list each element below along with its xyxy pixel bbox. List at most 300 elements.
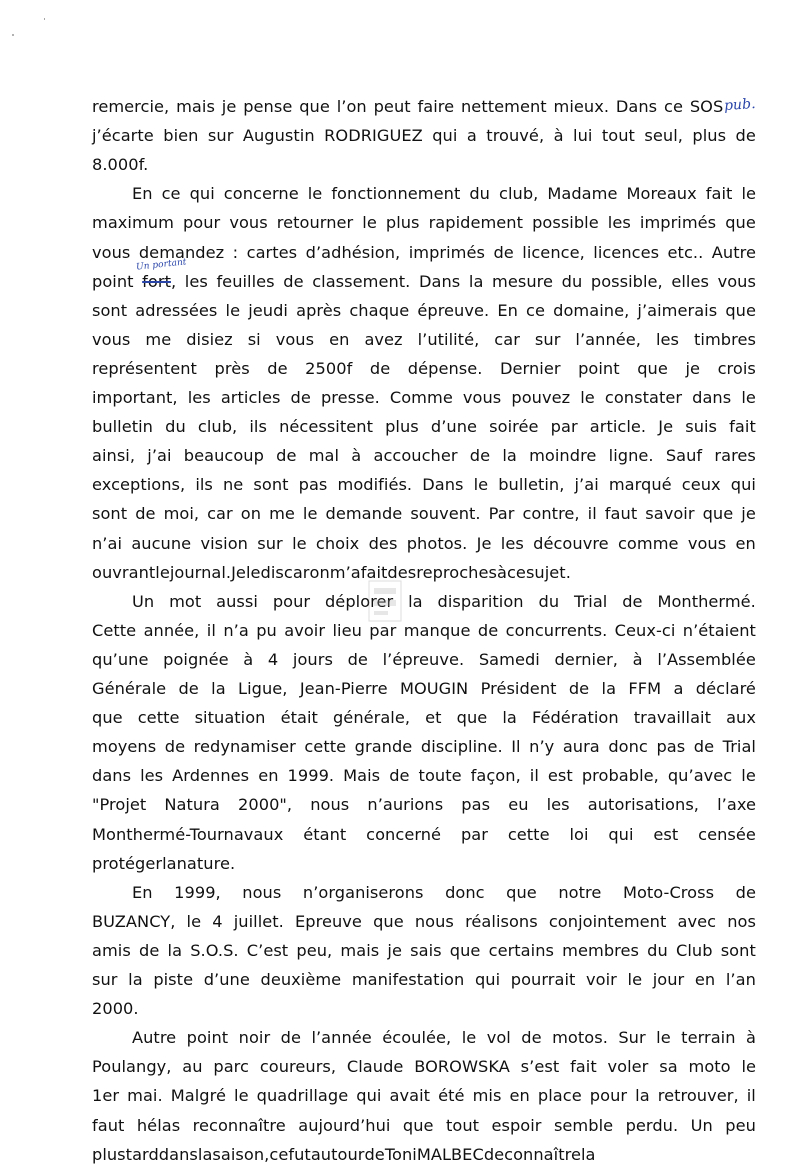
text-line bbox=[92, 470, 756, 500]
word: ce bbox=[506, 562, 526, 582]
word: disparition bbox=[437, 591, 524, 611]
word: je bbox=[387, 940, 402, 960]
word: aux bbox=[726, 708, 756, 728]
text-line bbox=[92, 179, 756, 209]
word: sont bbox=[253, 475, 289, 495]
word: Dans bbox=[422, 475, 464, 495]
word: en bbox=[735, 533, 756, 553]
word: 2000. bbox=[92, 999, 139, 1019]
word: fait bbox=[360, 562, 388, 582]
word: bulletin, bbox=[498, 475, 565, 495]
word: l’an bbox=[725, 970, 756, 989]
word: de bbox=[290, 388, 311, 407]
word: protéger bbox=[92, 853, 163, 873]
word: moindre bbox=[529, 446, 597, 466]
word: imprimés bbox=[408, 242, 485, 262]
word: notre bbox=[558, 882, 602, 902]
word: que bbox=[637, 358, 668, 378]
word: reproches bbox=[416, 562, 497, 582]
word: tard bbox=[125, 1144, 159, 1164]
word: moyens bbox=[92, 737, 157, 757]
word: fait bbox=[729, 417, 756, 437]
word: je bbox=[685, 358, 700, 378]
word: me bbox=[145, 329, 172, 349]
word: dernier, bbox=[554, 649, 619, 669]
word: le bbox=[307, 184, 323, 204]
word: fort, Un portant bbox=[135, 256, 188, 291]
word: écoulée, bbox=[382, 1028, 452, 1048]
word: sont bbox=[720, 940, 756, 960]
word: n’aurions bbox=[367, 795, 444, 815]
word: pour bbox=[272, 591, 311, 611]
word: BUZANCY, bbox=[92, 911, 176, 931]
word: la bbox=[580, 1144, 596, 1164]
word: chaque bbox=[349, 300, 410, 320]
word: n’y bbox=[529, 737, 555, 757]
word: connaître bbox=[504, 1144, 581, 1164]
word: l’on bbox=[336, 97, 367, 116]
word: noir bbox=[238, 1028, 271, 1048]
word: ce bbox=[269, 1144, 289, 1164]
word: mot bbox=[169, 591, 202, 611]
text-line bbox=[92, 761, 756, 791]
word: mais bbox=[340, 940, 380, 960]
text-line bbox=[92, 1140, 756, 1170]
word: "Projet bbox=[92, 795, 147, 815]
word: loi bbox=[569, 824, 589, 844]
word: que bbox=[702, 504, 734, 524]
word: Générale bbox=[92, 679, 167, 698]
word: situation bbox=[194, 708, 266, 728]
word: ainsi, bbox=[92, 446, 136, 466]
text-line bbox=[92, 849, 756, 879]
word: 8.000f. bbox=[92, 155, 149, 175]
word: jour bbox=[652, 970, 685, 989]
word: de bbox=[364, 1144, 385, 1164]
word: l’Assemblée bbox=[657, 649, 756, 669]
word: Cette bbox=[92, 620, 137, 640]
word: photos. bbox=[406, 533, 468, 553]
word: parc bbox=[213, 1057, 249, 1077]
word: les bbox=[655, 329, 680, 349]
word: représentent bbox=[92, 358, 197, 378]
word: au bbox=[182, 1057, 203, 1077]
word: mal bbox=[308, 446, 340, 466]
word: licence, bbox=[522, 242, 585, 262]
word: de bbox=[135, 504, 156, 524]
word: est bbox=[653, 824, 679, 844]
word: dis bbox=[260, 562, 284, 582]
word: Trial bbox=[574, 591, 608, 611]
word: voir bbox=[586, 970, 617, 989]
word: le bbox=[741, 388, 756, 407]
word: le bbox=[292, 533, 307, 553]
word: qu’avec bbox=[667, 766, 733, 786]
word: cartes bbox=[246, 242, 298, 262]
word: marqué bbox=[608, 475, 672, 495]
word: que bbox=[725, 213, 756, 233]
word: mis bbox=[472, 1086, 502, 1106]
word: suis bbox=[685, 417, 718, 437]
text-line bbox=[92, 208, 756, 238]
word: accoucher bbox=[373, 446, 458, 466]
word: point bbox=[578, 358, 620, 378]
word: adressées bbox=[135, 300, 218, 320]
word: les bbox=[607, 213, 631, 233]
word: il bbox=[529, 766, 539, 786]
word: Autre bbox=[711, 242, 756, 262]
word: près bbox=[214, 358, 250, 378]
word: le bbox=[627, 970, 643, 989]
word: terrain bbox=[681, 1028, 736, 1048]
word: j’aimerais bbox=[637, 300, 718, 320]
word: la bbox=[601, 679, 617, 698]
word: Comme bbox=[389, 388, 453, 407]
word: travaillait bbox=[633, 708, 711, 728]
word: de bbox=[283, 271, 304, 291]
word: année, bbox=[143, 620, 200, 640]
word: poignée bbox=[163, 649, 229, 669]
word: quadrillage bbox=[256, 1086, 349, 1106]
word: Sur bbox=[618, 1028, 646, 1048]
struck-word: fort bbox=[142, 271, 171, 291]
word: le bbox=[741, 766, 756, 786]
word: point bbox=[186, 1028, 229, 1048]
word: plus bbox=[692, 126, 727, 146]
word: n’étaient bbox=[682, 620, 756, 640]
word: pas bbox=[298, 475, 328, 495]
word: la bbox=[408, 591, 423, 611]
word: de bbox=[735, 126, 756, 146]
word: ceux bbox=[681, 475, 721, 495]
word: du bbox=[561, 271, 583, 291]
word: fait bbox=[570, 1057, 597, 1077]
word: imprimés bbox=[639, 213, 717, 233]
text-line bbox=[92, 1081, 756, 1111]
text-line bbox=[92, 296, 756, 326]
word: nécessitent bbox=[279, 417, 373, 437]
word: 2500f bbox=[305, 358, 353, 378]
word: l’épreuve. bbox=[382, 649, 465, 669]
word: dans bbox=[692, 388, 732, 407]
word: le bbox=[302, 504, 318, 524]
text-line bbox=[92, 1023, 756, 1053]
text-line bbox=[92, 732, 756, 762]
word: crois bbox=[717, 358, 756, 378]
word: classement. bbox=[312, 271, 411, 291]
word: manque bbox=[403, 620, 471, 640]
word: nettement bbox=[461, 97, 547, 116]
word: car bbox=[494, 329, 520, 349]
word: sur bbox=[92, 970, 118, 989]
word: il bbox=[206, 620, 216, 640]
word: important, bbox=[92, 388, 178, 407]
word: d’une bbox=[430, 417, 478, 437]
word: aucune bbox=[131, 533, 192, 553]
word: a bbox=[673, 679, 684, 698]
text-line bbox=[92, 616, 756, 646]
word: saison, bbox=[212, 1144, 270, 1164]
word: sujet. bbox=[525, 562, 571, 582]
word: de bbox=[280, 1028, 301, 1048]
word: qui bbox=[730, 475, 756, 495]
word: car bbox=[283, 562, 310, 582]
word: rares bbox=[714, 446, 756, 466]
word: deuxième bbox=[260, 970, 342, 989]
text-line bbox=[92, 558, 756, 588]
word: la bbox=[211, 679, 226, 698]
word: piste bbox=[153, 970, 194, 989]
word: de bbox=[276, 446, 297, 466]
word: générale, bbox=[332, 708, 411, 728]
word: C’est bbox=[246, 940, 289, 960]
word: reconnaître bbox=[192, 1115, 286, 1135]
word: le bbox=[461, 1028, 477, 1048]
word: et bbox=[425, 708, 442, 728]
word: ouvrant bbox=[92, 562, 156, 582]
word: perdu. bbox=[625, 1115, 679, 1135]
word: Dernier bbox=[500, 358, 561, 378]
word: que bbox=[92, 708, 123, 728]
word: peu bbox=[725, 1115, 756, 1135]
word: en bbox=[694, 970, 716, 989]
text-line bbox=[92, 907, 756, 937]
word: le bbox=[656, 1028, 671, 1048]
word: lieu bbox=[332, 620, 362, 640]
word: le bbox=[473, 475, 489, 495]
word: à bbox=[553, 126, 564, 146]
word: d’une bbox=[203, 970, 250, 989]
word: disiez bbox=[186, 329, 233, 349]
word: le bbox=[580, 388, 595, 407]
word: club, bbox=[499, 184, 539, 204]
word: toute bbox=[418, 766, 462, 786]
handwritten-annotation: Un portant bbox=[135, 256, 188, 273]
word: exceptions, bbox=[92, 475, 186, 495]
word: concerné bbox=[366, 824, 442, 844]
word: contre, bbox=[522, 504, 580, 524]
word: pense bbox=[243, 97, 293, 116]
word: plus bbox=[92, 1144, 126, 1164]
text-line bbox=[92, 587, 756, 617]
word: espoir bbox=[491, 1115, 542, 1135]
word: de bbox=[477, 620, 499, 640]
word: Il bbox=[511, 737, 521, 757]
word: ils bbox=[249, 417, 267, 437]
word: avoir bbox=[284, 620, 326, 640]
word: sais bbox=[410, 940, 442, 960]
word: a bbox=[466, 126, 477, 146]
word: je bbox=[221, 97, 237, 116]
word: Epreuve bbox=[295, 911, 362, 931]
word: constater bbox=[604, 388, 683, 407]
text-line bbox=[92, 645, 756, 675]
word: avec bbox=[677, 911, 717, 931]
word: Club bbox=[675, 940, 713, 960]
word: discipline. bbox=[420, 737, 503, 757]
word: probable, bbox=[581, 766, 659, 786]
word: concerne bbox=[223, 184, 299, 204]
word: censée bbox=[698, 824, 756, 844]
word: certains bbox=[488, 940, 554, 960]
word: il bbox=[587, 504, 597, 524]
word: articles bbox=[220, 388, 281, 407]
word: point bbox=[92, 271, 134, 291]
word: le bbox=[234, 1086, 249, 1106]
word: du bbox=[647, 940, 668, 960]
word: d’adhésion, bbox=[305, 242, 401, 262]
word: est bbox=[547, 766, 573, 786]
word: de bbox=[267, 358, 288, 378]
word: elles bbox=[671, 271, 709, 291]
word: choix bbox=[315, 533, 360, 553]
word: les bbox=[500, 533, 524, 553]
word: tour bbox=[331, 1144, 365, 1164]
word: FFM bbox=[628, 679, 662, 698]
word: si bbox=[247, 329, 261, 349]
word: ce bbox=[526, 300, 546, 320]
word: membres bbox=[562, 940, 639, 960]
word: MOUGIN bbox=[399, 679, 469, 698]
word: par bbox=[550, 417, 578, 437]
word: timbres bbox=[694, 329, 756, 349]
word: l’axe bbox=[717, 795, 756, 815]
word: le bbox=[225, 300, 241, 320]
word: retrouver, bbox=[657, 1086, 739, 1106]
word: il bbox=[746, 1086, 756, 1106]
word: bulletin bbox=[92, 417, 153, 437]
word: manifestation bbox=[351, 970, 465, 989]
word: de bbox=[369, 358, 391, 378]
text-line bbox=[92, 150, 756, 180]
word: maximum bbox=[92, 213, 174, 233]
word: licences bbox=[593, 242, 660, 262]
word: déplorer bbox=[324, 591, 394, 611]
word: aussi bbox=[216, 591, 258, 611]
word: j’ai bbox=[574, 475, 599, 495]
word: Mais bbox=[343, 766, 381, 786]
word: retourner bbox=[276, 213, 354, 233]
word: moi, bbox=[163, 504, 200, 524]
word: Dans bbox=[615, 97, 658, 116]
word: le bbox=[155, 562, 170, 582]
word: 2000", bbox=[238, 795, 293, 815]
word: de bbox=[483, 1144, 505, 1164]
word: qu’une bbox=[92, 649, 149, 669]
word: comme bbox=[617, 533, 679, 553]
word: Fédération bbox=[531, 708, 619, 728]
word: juillet. bbox=[233, 911, 284, 931]
word: le bbox=[362, 213, 377, 233]
word: beaucoup bbox=[183, 446, 264, 466]
word: feuilles bbox=[216, 271, 275, 291]
word: je bbox=[741, 504, 756, 524]
word: pouvez bbox=[511, 388, 571, 407]
word: n’ai bbox=[92, 533, 123, 553]
word: on bbox=[309, 562, 330, 582]
word: autorisations, bbox=[587, 795, 700, 815]
word: sur bbox=[257, 533, 283, 553]
word: nos bbox=[727, 911, 756, 931]
word: rapidement bbox=[428, 213, 524, 233]
word: jeudi bbox=[248, 300, 288, 320]
word: à bbox=[632, 649, 643, 669]
word: pourrait bbox=[510, 970, 576, 989]
word: du bbox=[538, 591, 560, 611]
word: tout bbox=[601, 126, 635, 146]
word: Toni bbox=[384, 1144, 417, 1164]
word: aura bbox=[562, 737, 600, 757]
word: Un bbox=[690, 1115, 713, 1135]
word: MALBEC bbox=[416, 1144, 484, 1164]
word: pour bbox=[182, 213, 221, 233]
word: mieux. bbox=[553, 97, 610, 116]
word: trouvé, bbox=[486, 126, 545, 146]
word: sont bbox=[92, 300, 128, 320]
word: sur bbox=[534, 329, 561, 349]
word: domaine, bbox=[553, 300, 630, 320]
word: Monthermé-Tournavaux bbox=[92, 824, 284, 844]
word: les bbox=[187, 388, 211, 407]
word: 1999, bbox=[174, 882, 221, 902]
word: club, bbox=[197, 417, 238, 437]
word: de bbox=[347, 649, 368, 669]
word: la bbox=[502, 708, 517, 728]
word: BOROWSKA bbox=[414, 1057, 510, 1077]
text-line bbox=[92, 790, 756, 820]
text-line bbox=[92, 1111, 756, 1141]
word: Président bbox=[480, 679, 557, 698]
word: de bbox=[521, 1028, 542, 1048]
word: Claude bbox=[346, 1057, 404, 1077]
word: cette bbox=[137, 708, 180, 728]
word: grande bbox=[354, 737, 413, 757]
word: aujourd’hui bbox=[298, 1115, 391, 1135]
word: vous bbox=[92, 329, 131, 349]
word: j’écarte bbox=[92, 126, 154, 146]
word: donc bbox=[608, 737, 648, 757]
word: eu bbox=[508, 795, 529, 815]
word: plus bbox=[385, 417, 419, 437]
word: l’année bbox=[311, 1028, 372, 1048]
word: soirée bbox=[489, 417, 539, 437]
word: peu, bbox=[296, 940, 333, 960]
word: en bbox=[509, 1086, 530, 1106]
word: nous bbox=[310, 795, 350, 815]
word: motos. bbox=[552, 1028, 608, 1048]
word: Augustin bbox=[242, 126, 315, 146]
word: Madame bbox=[547, 184, 618, 204]
word: Par bbox=[488, 504, 515, 524]
word: de bbox=[622, 591, 643, 611]
word: amis bbox=[92, 940, 131, 960]
word: savoir bbox=[645, 504, 695, 524]
word: Poulangy, bbox=[92, 1057, 172, 1077]
word: plus bbox=[385, 213, 420, 233]
word: vous bbox=[462, 388, 502, 407]
word: été bbox=[438, 1086, 465, 1106]
word: Samedi bbox=[478, 649, 540, 669]
word: donc bbox=[445, 882, 485, 902]
word: de bbox=[139, 940, 160, 960]
word: conjointement bbox=[548, 911, 667, 931]
text-line bbox=[92, 529, 756, 559]
word: coureurs, bbox=[259, 1057, 337, 1077]
word: 1999. bbox=[287, 766, 335, 786]
word: était bbox=[280, 708, 318, 728]
word: vision bbox=[200, 533, 248, 553]
word: jours bbox=[292, 649, 333, 669]
